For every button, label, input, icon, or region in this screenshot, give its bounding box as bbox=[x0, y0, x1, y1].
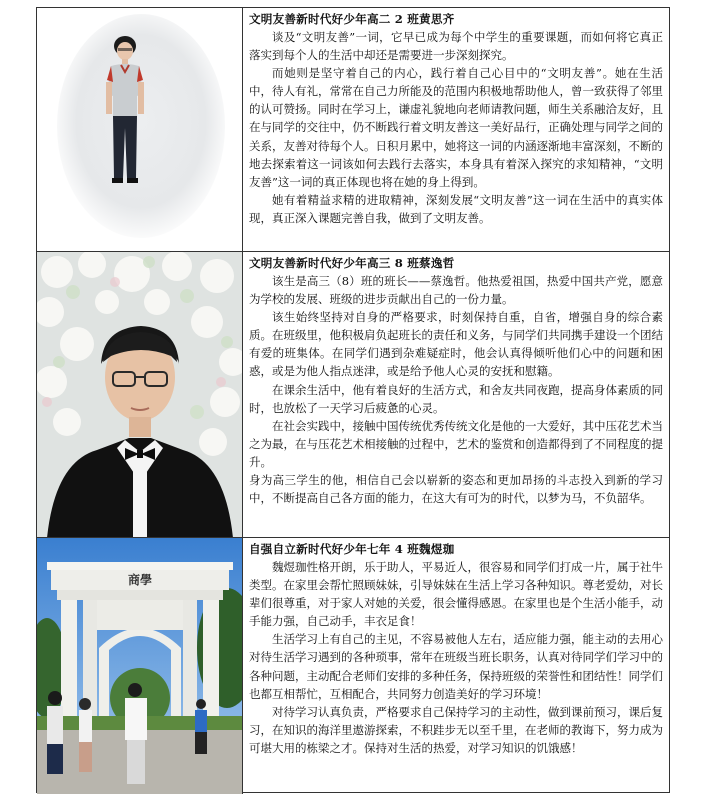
profile-text bbox=[243, 252, 669, 537]
profile-row bbox=[37, 8, 669, 252]
profile-table bbox=[36, 7, 670, 793]
profile-paragraph: 生活学习上有自己的主见，不容易被他人左右，适应能力强，能主动的去用心对待生活学习遇到的各种琐事，常年在班级当班长职务，认真对待同学们学习中的各种问题，主动配合老师们安排的多种任务，保持班级的荣誉性和团结性！同学们也都互相帮忙，互相配合，共同努力创造美好的学习环境！ bbox=[249, 632, 663, 701]
profile-paragraph: 谈及“文明友善”一词，它早已成为每个中学生的重要课题，而如何将它真正落实到每个人的生活中却还是需要进一步深刻探究。 bbox=[249, 30, 663, 63]
profile-text bbox=[243, 8, 669, 251]
gate-photo bbox=[37, 538, 243, 794]
profile-text bbox=[243, 538, 669, 794]
profile-paragraph: 她有着精益求精的进取精神，深刻发展“文明友善”这一词在生活中的真实体现，真正深入课题完善自我，做到了文明友善。 bbox=[249, 192, 663, 225]
profile-paragraph: 在课余生活中，他有着良好的生活方式，和舍友共同夜跑，提高身体素质的同时，也放松了一天学习后疲惫的心灵。 bbox=[249, 382, 663, 415]
portrait-photo bbox=[37, 252, 243, 537]
portrait-photo bbox=[37, 8, 243, 251]
profile-paragraph: 身为高三学生的他，相信自己会以崭新的姿态和更加昂扬的斗志投入到新的学习中，不断提高自己各方面的能力，在这大有可为的时代，以梦为马，不负韶华。 bbox=[249, 473, 663, 506]
profile-title: 自强自立新时代好少年七年 4 班魏煜珈 bbox=[249, 542, 455, 556]
profile-title: 文明友善新时代好少年高二 2 班黄思齐 bbox=[249, 12, 455, 26]
profile-paragraph: 对待学习认真负责，严格要求自己保持学习的主动性，做到课前预习，课后复习，在知识的海洋里遨游探索，不积跬步无以至千里，在老师的教诲下，努力成为可堪大用的栋梁之才。保持对生活的热爱，对学习知识的饥饿感！ bbox=[249, 704, 663, 755]
gate-sign: 商學 bbox=[127, 573, 153, 587]
profile-paragraph: 在社会实践中，接触中国传统优秀传统文化是他的一大爱好，其中压花艺术当之为最，在与压花艺术相接触的过程中，艺术的鉴赏和创造都得到了不同程度的提升。 bbox=[249, 418, 663, 469]
profile-paragraph: 该生始终坚持对自身的严格要求，时刻保持自重，自省，增强自身的综合素质。在班级里，他积极肩负起班长的责任和义务，与同学们共同携手建设一个团结有爱的班集体。在同学们遇到杂难疑症时，他会认真得倾听他们心中的问题和困惑，或是为他人指点迷津，或是给予他人心灵的安抚和慰籍。 bbox=[249, 310, 663, 379]
profile-row bbox=[37, 252, 669, 538]
profile-paragraph: 该生是高三（8）班的班长——蔡逸哲。他热爱祖国，热爱中国共产党，愿意为学校的发展、班级的进步贡献出自己的一份力量。 bbox=[249, 274, 663, 307]
profile-paragraph: 魏煜珈性格开朗，乐于助人，平易近人，很容易和同学们打成一片，属于社牛类型。在家里会帮忙照顾妹妹，引导妹妹在生活上学习各种知识。尊老爱幼，对长辈们很尊重，对于家人对她的关爱，很会懂得感恩。在家里也是个生活小能手，动手能力强，自己动手，丰衣足食！ bbox=[249, 560, 663, 629]
profile-title: 文明友善新时代好少年高三 8 班蔡逸哲 bbox=[249, 256, 455, 270]
profile-row bbox=[37, 538, 669, 794]
profile-paragraph: 而她则是坚守着自己的内心，践行着自己心目中的“文明友善”。她在生活中，待人有礼，常常在自己力所能及的范围内积极地帮助他人，曾一致获得了邻里的认可赞扬。同时在学习上，谦虚礼貌地向老师请教问题，师生关系融洽友好，且在与同学的交往中，仍不断践行着文明友善这一美好品行，正确处理与同学之间的关系，友善对待每个人。日积月累中，她将这一词的内涵逐渐地丰富深刻，不断的地去探索着这一词该如何去践行去落实，本身具有着深入探究的求知精神，“文明友善”这一词的真正体现也将在她的身上得到。 bbox=[249, 66, 663, 189]
